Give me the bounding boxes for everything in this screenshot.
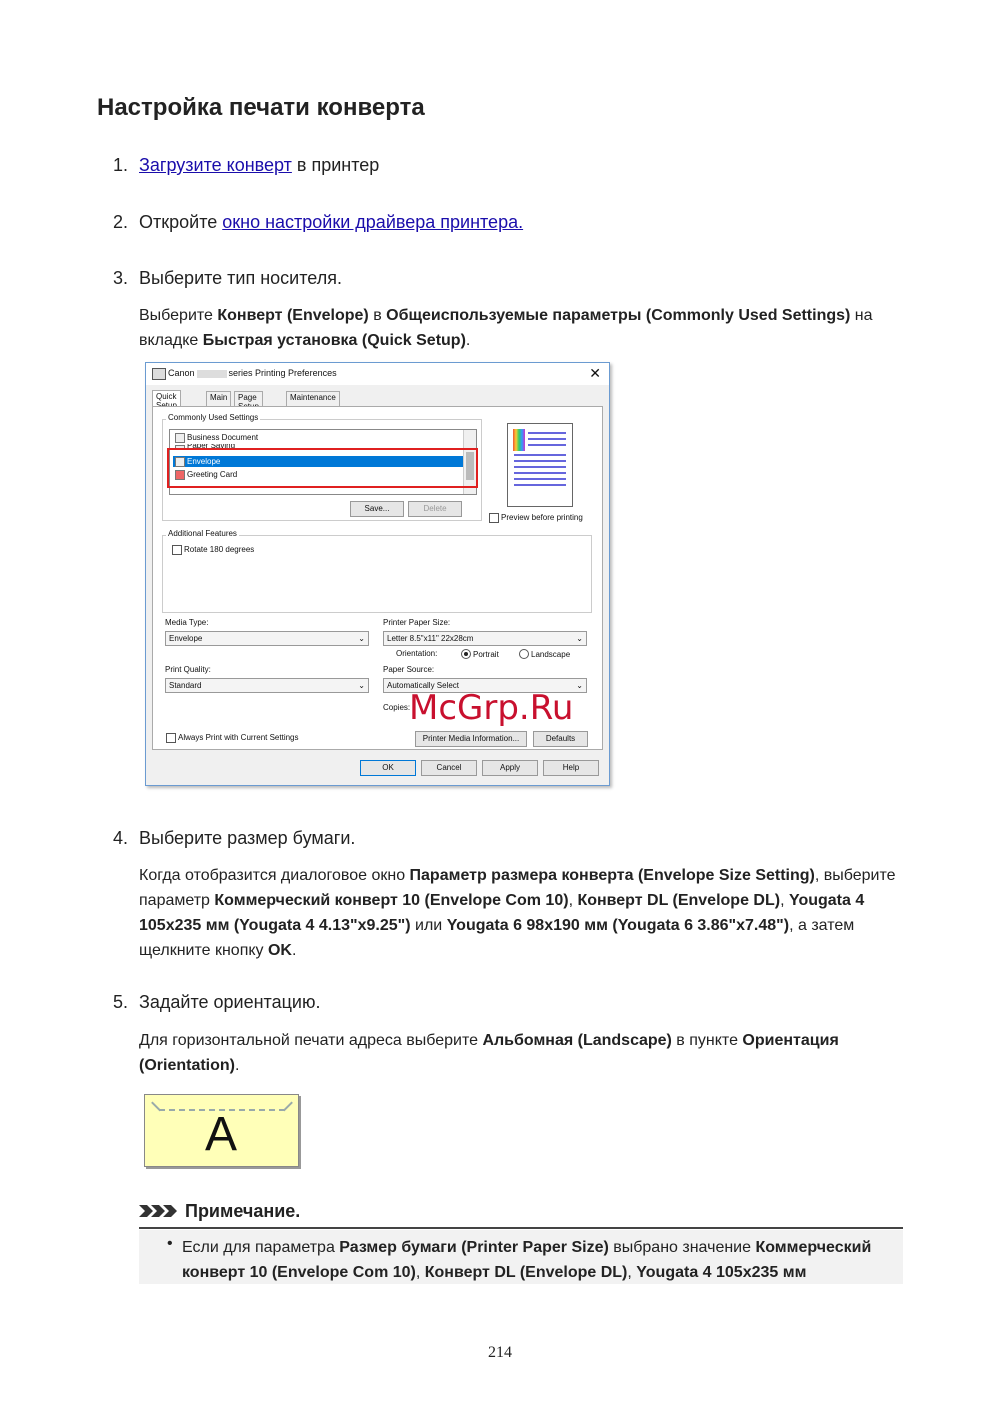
rotate-checkbox[interactable]	[172, 545, 182, 555]
paper-size-label: Printer Paper Size:	[383, 618, 451, 627]
step-2	[113, 212, 523, 233]
tab-page-setup[interactable]: Page	[234, 391, 263, 408]
list-item[interactable]: Business Document	[173, 432, 467, 443]
step-5	[113, 992, 320, 1013]
driver-settings-link[interactable]: окно настройки драйвера принтера.	[222, 212, 524, 232]
print-quality-select[interactable]: Standard ⌄	[165, 678, 369, 693]
paper-source-label: Paper Source:	[383, 665, 435, 674]
dialog-titlebar	[146, 363, 609, 385]
portrait-radio[interactable]	[461, 649, 471, 659]
apply-button[interactable]: Apply	[482, 760, 538, 776]
step-text: Задайте ориентацию.	[139, 992, 321, 1012]
document-icon	[175, 433, 185, 443]
always-print-checkbox[interactable]	[166, 733, 176, 743]
page-number: 214	[488, 1344, 512, 1361]
step-4	[113, 828, 355, 849]
load-envelope-link[interactable]: Загрузите конверт	[139, 155, 292, 175]
commonly-used-label: Commonly Used Settings	[168, 413, 259, 422]
media-type-label: Media Type:	[165, 618, 209, 627]
preview-checkbox[interactable]	[489, 513, 499, 523]
chevron-down-icon: ⌄	[358, 634, 365, 643]
tab-main[interactable]: Main	[206, 391, 231, 408]
step-text: Выберите тип носителя.	[139, 268, 342, 288]
always-print-label: Always Print with Current Settings	[178, 733, 299, 742]
media-type-select[interactable]: Envelope ⌄	[165, 631, 369, 646]
delete-button[interactable]: Delete	[408, 501, 462, 517]
list-item-selected[interactable]: Envelope	[173, 456, 467, 467]
print-quality-label: Print Quality:	[165, 665, 211, 674]
note-title: Примечание.	[185, 1201, 301, 1221]
landscape-label: Landscape	[531, 650, 571, 659]
page-title: Настройка печати конверта	[97, 94, 425, 121]
rotate-label: Rotate 180 degrees	[184, 545, 255, 554]
print-preview	[507, 423, 573, 507]
highlight-box	[167, 448, 478, 488]
preview-label: Preview before printing	[501, 513, 583, 522]
save-button[interactable]: Save...	[350, 501, 404, 517]
preview-image	[513, 429, 525, 451]
paper-source-select[interactable]: Automatically Select ⌄	[383, 678, 587, 693]
printer-icon	[152, 368, 166, 380]
list-item[interactable]: Greeting Card	[173, 469, 467, 480]
step-text: в принтер	[291, 155, 380, 175]
paper-size-select[interactable]: Letter 8.5"x11" 22x28cm ⌄	[383, 631, 587, 646]
tab-maintenance[interactable]: Maintenance	[286, 391, 340, 408]
step-number: 4.	[113, 828, 129, 848]
step-text: Откройте	[139, 212, 223, 232]
chevron-down-icon: ⌄	[576, 681, 583, 690]
landscape-radio[interactable]	[519, 649, 529, 659]
envelope-letter: A	[205, 1108, 238, 1161]
step-4-description: Когда отобразится диалоговое окно Параметр размера конверта (Envelope Size Setting), выберите параметр Коммерческий конверт 10 (Envelope Com 10), Конверт DL (Envelope DL), Yougata 4 105x235 мм (Yougata 4 4.13"x9.25") или Yougata 6 98x190 мм (Yougata 6 3.86"x7.48"), а затем щелкните кнопку OK.	[139, 867, 896, 959]
tab-quick-setup[interactable]: Quick	[152, 390, 181, 409]
landscape-envelope-image	[144, 1094, 299, 1167]
step-3	[113, 268, 342, 289]
step-text: Выберите размер бумаги.	[139, 828, 356, 848]
orientation-label: Orientation:	[396, 649, 438, 658]
step-number: 5.	[113, 992, 129, 1012]
note-text: Если для параметра Размер бумаги (Printer Paper Size) выбрано значение Коммерческий конверт 10 (Envelope Com 10), Конверт DL (Envelope DL), Yougata 4 105x235 мм	[182, 1239, 872, 1281]
additional-features-label: Additional Features	[168, 529, 237, 538]
step-number: 2.	[113, 212, 129, 232]
copies-label: Copies:	[383, 703, 411, 712]
defaults-button[interactable]: Defaults	[533, 731, 588, 747]
close-icon[interactable]: ✕	[589, 365, 601, 381]
ok-button[interactable]: OK	[360, 760, 416, 776]
note-body	[139, 1230, 903, 1284]
note-header	[139, 1201, 903, 1229]
step-1	[113, 155, 379, 176]
bullet: •	[167, 1235, 173, 1252]
list-item[interactable]: Paper Saving	[173, 444, 467, 450]
dialog-title: Canon series Printing Preferences	[168, 368, 337, 378]
step-3-description: Выберите Конверт (Envelope) в Общеиспользуемые параметры (Commonly Used Settings) на вкладке Быстрая установка (Quick Setup).	[139, 307, 873, 349]
printer-media-info-button[interactable]: Printer Media Information...	[415, 731, 527, 747]
step-5-description: Для горизонтальной печати адреса выберите Альбомная (Landscape) в пункте Ориентация (Orientation).	[139, 1032, 839, 1074]
chevron-down-icon: ⌄	[358, 681, 365, 690]
help-button[interactable]: Help	[543, 760, 599, 776]
step-number: 3.	[113, 268, 129, 288]
note-chevrons-icon	[139, 1203, 179, 1219]
portrait-label: Portrait	[473, 650, 499, 659]
step-number: 1.	[113, 155, 129, 175]
cancel-button[interactable]: Cancel	[421, 760, 477, 776]
watermark: McGrp.Ru	[409, 688, 574, 728]
chevron-down-icon: ⌄	[576, 634, 583, 643]
printing-preferences-dialog	[145, 362, 610, 786]
